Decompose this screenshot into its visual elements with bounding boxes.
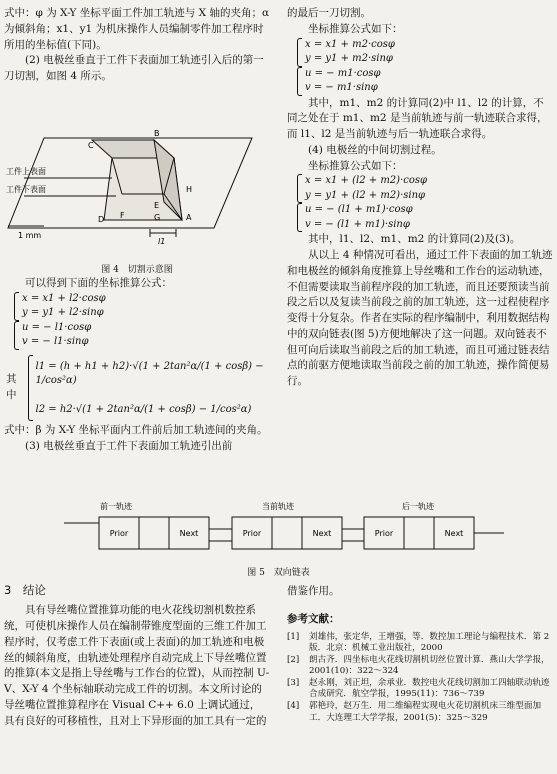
node-prev-next: Next xyxy=(179,529,199,538)
reference-number: [1] xyxy=(287,631,300,642)
section-3-continued: 借鉴作用。 xyxy=(287,585,340,597)
label-l1: l1 xyxy=(158,237,166,246)
node-title-next: 后一轨迹 xyxy=(402,502,434,511)
paragraph-case-4: (4) 电极丝的中间切割过程。 xyxy=(308,143,442,156)
formula-y: y = y1 + (l2 + m2)·sinφ xyxy=(305,189,426,201)
node-prev-prior: Prior xyxy=(109,529,129,538)
label-g: G xyxy=(154,213,161,222)
formula-brace xyxy=(297,174,302,203)
where-label: 其中 xyxy=(6,372,17,401)
formula-x: x = x1 + (l2 + m2)·cosφ xyxy=(305,175,427,187)
formula-x: x = x1 + l2·cosφ xyxy=(22,292,106,304)
formula-u: u = − l1·cosφ xyxy=(22,321,92,333)
figure-4-caption: 图 4 切割示意图 xyxy=(101,264,173,275)
label-a: A xyxy=(186,213,192,222)
section-3-body: 具有导丝嘴位置推算功能的电火花线切割机数控系统，可使机床操作人员在编制带锥度型面的三维工件加工程序时，仅考虑工件下表面(或上表面)的加工轨迹和电极丝的倾斜角度，由轨迹处理程序自动完成上下导丝嘴位置的推算(本文是指上导丝嘴与工作台的位置)，从而控制 U-V、X-Y 4 个坐标轴联动完成工件的切割。本文所讨论的导丝嘴位置推算程序在 Visual C++ 6.0 上调试通过，具有良好的可移植性，且对上下异形面的加工具有一定的 xyxy=(4,604,270,727)
reference-text: 郭艳玲，赵万生．用二维编程实现电火花切割机床三维型面加工．大连理工大学学报，2001(5)：325～329 xyxy=(309,701,542,723)
formula-y: y = y1 + l2·sinφ xyxy=(22,307,104,319)
reference-number: [3] xyxy=(287,677,300,688)
formula-l2: l2 = h2·√(1 + 2tan²α/(1 + cosβ) − 1/cos²α) xyxy=(35,403,252,415)
figure-4-diagram xyxy=(4,108,270,258)
left-column-top xyxy=(4,6,270,85)
reference-item xyxy=(287,632,553,655)
label-e: E xyxy=(154,201,160,210)
reference-text: 朗古齐．四坐标电火花线切割机切丝位置计算．燕山大学学报，2001(10)：322～324 xyxy=(309,654,550,677)
paragraph-case-2: (2) 电极丝垂直于工件下表面加工轨迹引入后的第一刀切割，如图 4 所示。 xyxy=(4,54,264,82)
formula-group-case2 xyxy=(14,292,270,321)
node-current-next: Next xyxy=(312,529,332,538)
node-next-prior: Prior xyxy=(374,529,394,538)
node-title-prev: 前一轨迹 xyxy=(100,502,132,511)
reference-item xyxy=(287,678,553,701)
label-1mm: 1 mm xyxy=(18,231,42,240)
right-column-bottom xyxy=(287,584,553,724)
formula-brace xyxy=(297,203,302,232)
node-current-prior: Prior xyxy=(242,529,262,538)
formula-brace xyxy=(14,292,19,321)
node-next-next: Next xyxy=(444,529,464,538)
formula-v: v = − l1·sinφ xyxy=(22,336,89,348)
label-bottom-surface: 工件下表面 xyxy=(6,185,46,194)
paragraph-beta-definition: 式中：β 为 X-Y 坐标平面内工件前后加工轨迹间的夹角。 xyxy=(4,424,268,437)
paragraph-m-calculation: 其中，m1、m2 的计算同(2)中 l1、l2 的计算，不同之处在于 m1、m2 是当前轨迹与前一轨迹联合求得，而 l1、l2 是当前轨迹与后一轨迹联合求得。 xyxy=(287,96,548,140)
right-column-top xyxy=(287,6,553,390)
formula-group-case3-xy xyxy=(297,38,553,67)
figure-4 xyxy=(4,108,270,274)
label-h: H xyxy=(186,185,193,194)
reference-text: 赵永刚，刘正坦，余承业．数控电火花线切割加工四轴联动轨迹合成研究．航空学报，1995(11)：736～739 xyxy=(309,677,550,700)
formula-where-block xyxy=(4,352,270,424)
formula-x: x = x1 + m2·cosφ xyxy=(305,38,395,50)
reference-text: 刘雄伟，张定华，王增强，等．数控加工理论与编程技术．第 2 版．北京：机械工业出版社，2000 xyxy=(309,631,550,654)
figure-5 xyxy=(4,497,553,577)
paragraph-summary: 从以上 4 种情况可看出，通过工件下表面的加工轨迹和电极丝的倾斜角度推算上导丝嘴和工作台的运动轨迹，不但需要读取当前程序段的加工轨迹，而且还要预读当前段之后以及复读当前段之前的加工轨迹，这一过程使程序变得十分复杂。作者在实际的程序编制中，利用数据结构中的双向链表(图 5)方便地解决了这一问题。双向链表不但可向后读取当前段之后的加工轨迹，而且可通过链表结点的前驱方便地读取当前段之前的加工轨迹，操作简便易行。 xyxy=(287,249,553,387)
formula-group-case3-uv xyxy=(297,67,553,96)
section-3-heading: 3 结论 xyxy=(4,583,46,597)
reference-number: [4] xyxy=(287,701,300,712)
formula-brace xyxy=(14,321,19,350)
reference-item xyxy=(287,655,553,678)
paragraph-case-3: (3) 电极丝垂直于工件下表面加工轨迹引出前 xyxy=(25,440,233,452)
formula-u: u = − (l1 + m1)·cosφ xyxy=(305,204,413,216)
formula-brace xyxy=(297,38,302,67)
formula-v: v = − m1·sinφ xyxy=(305,82,378,93)
label-f: F xyxy=(120,211,125,220)
formula-brace xyxy=(297,67,302,96)
formula-intro-case4: 坐标推算公式如下： xyxy=(308,159,403,172)
reference-item xyxy=(287,701,553,724)
figure-5-diagram xyxy=(4,497,553,561)
reference-number: [2] xyxy=(287,654,300,665)
paragraph-variable-definitions: 式中：φ 为 X-Y 坐标平面工件加工轨迹与 X 轴的夹角；α 为倾斜角；x1、y1 为机床操作人员编制零件加工程序时所用的坐标值(下同)。 xyxy=(4,7,270,51)
formula-intro-case3: 坐标推算公式如下： xyxy=(308,22,403,35)
label-c: C xyxy=(88,141,94,150)
formula-group-case4-uv xyxy=(297,203,553,232)
node-title-current: 当前轨迹 xyxy=(262,502,294,511)
references-title: 参考文献： xyxy=(287,612,340,625)
label-d: D xyxy=(98,215,105,224)
formula-v: v = − (l1 + m1)·sinφ xyxy=(305,218,410,230)
formula-y: y = y1 + m2·sinφ xyxy=(305,53,393,64)
formula-u: u = − m1·cosφ xyxy=(305,67,381,79)
formula-intro: 可以得到下面的坐标推算公式： xyxy=(25,277,172,289)
label-top-surface: 工件上表面 xyxy=(6,167,46,176)
label-b: B xyxy=(154,129,160,138)
paragraph-calc-reference: 其中，l1、l2、m1、m2 的计算同(2)及(3)。 xyxy=(308,233,521,246)
formula-group-case2-uv xyxy=(14,321,270,350)
section-3 xyxy=(4,582,270,729)
formula-group-case4-xy xyxy=(297,174,553,203)
paragraph-case-3-cont: 的最后一刀切割。 xyxy=(287,7,371,19)
left-column-mid xyxy=(4,276,270,455)
formula-brace xyxy=(28,355,32,421)
figure-5-caption: 图 5 双向链表 xyxy=(247,567,310,578)
formula-l1: l1 = (h + h1 + h2)·√(1 + 2tan²α/(1 + cosβ) − 1/cos²α) xyxy=(35,360,264,387)
